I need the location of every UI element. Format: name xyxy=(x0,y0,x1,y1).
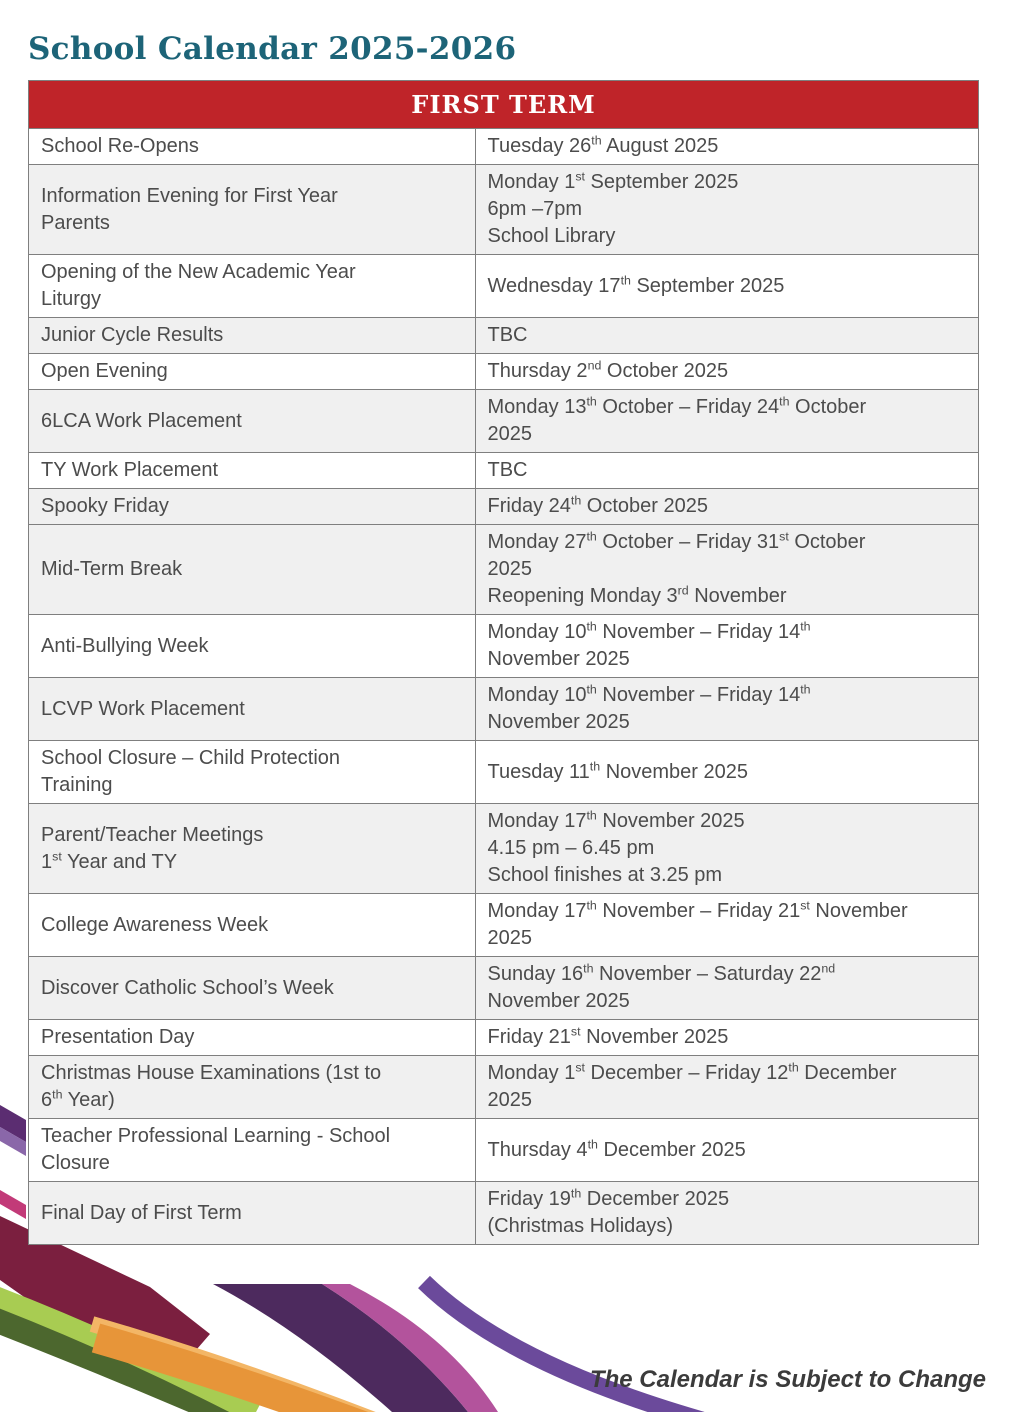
event-cell: Christmas House Examinations (1st to 6th Year) xyxy=(29,1056,476,1119)
event-cell: Anti-Bullying Week xyxy=(29,615,476,678)
table-row xyxy=(29,1119,979,1182)
date-cell: Tuesday 26th August 2025 xyxy=(475,129,979,165)
table-row xyxy=(29,1020,979,1056)
date-cell: TBC xyxy=(475,318,979,354)
date-cell: Sunday 16th November – Saturday 22nd November 2025 xyxy=(475,957,979,1020)
term-header: FIRST TERM xyxy=(29,81,979,129)
date-cell: Wednesday 17th September 2025 xyxy=(475,255,979,318)
table-row xyxy=(29,804,979,894)
date-cell: Friday 19th December 2025 (Christmas Holidays) xyxy=(475,1182,979,1245)
date-cell: Monday 27th October – Friday 31st October 2025 Reopening Monday 3rd November xyxy=(475,525,979,615)
event-cell: Spooky Friday xyxy=(29,489,476,525)
table-row xyxy=(29,255,979,318)
table-row xyxy=(29,165,979,255)
table-row xyxy=(29,615,979,678)
date-cell: Thursday 2nd October 2025 xyxy=(475,354,979,390)
table-row xyxy=(29,318,979,354)
event-cell: Information Evening for First Year Parents xyxy=(29,165,476,255)
event-cell: 6LCA Work Placement xyxy=(29,390,476,453)
event-cell: Mid-Term Break xyxy=(29,525,476,615)
event-cell: Presentation Day xyxy=(29,1020,476,1056)
table-row xyxy=(29,390,979,453)
table-row xyxy=(29,741,979,804)
footer-disclaimer: The Calendar is Subject to Change xyxy=(589,1366,986,1393)
event-cell: School Closure – Child Protection Training xyxy=(29,741,476,804)
page-title: School Calendar 2025-2026 xyxy=(28,30,517,67)
date-cell: Monday 1st December – Friday 12th December 2025 xyxy=(475,1056,979,1119)
date-cell: Monday 17th November 2025 4.15 pm – 6.45 pm School finishes at 3.25 pm xyxy=(475,804,979,894)
date-cell: Monday 10th November – Friday 14th November 2025 xyxy=(475,678,979,741)
first-term-table xyxy=(28,80,979,1245)
event-cell: School Re-Opens xyxy=(29,129,476,165)
date-cell: Thursday 4th December 2025 xyxy=(475,1119,979,1182)
table-row xyxy=(29,453,979,489)
event-cell: Teacher Professional Learning - School Closure xyxy=(29,1119,476,1182)
table-row xyxy=(29,489,979,525)
date-cell: Tuesday 11th November 2025 xyxy=(475,741,979,804)
date-cell: Monday 13th October – Friday 24th October 2025 xyxy=(475,390,979,453)
event-cell: TY Work Placement xyxy=(29,453,476,489)
pink-ribbon-sliver xyxy=(0,1190,26,1219)
date-cell: Monday 1st September 2025 6pm –7pm School Library xyxy=(475,165,979,255)
date-cell: Monday 17th November – Friday 21st November 2025 xyxy=(475,894,979,957)
table-row xyxy=(29,354,979,390)
date-cell: Friday 24th October 2025 xyxy=(475,489,979,525)
event-cell: College Awareness Week xyxy=(29,894,476,957)
table-row xyxy=(29,1056,979,1119)
event-cell: Junior Cycle Results xyxy=(29,318,476,354)
event-cell: Final Day of First Term xyxy=(29,1182,476,1245)
table-row xyxy=(29,129,979,165)
event-cell: Discover Catholic School’s Week xyxy=(29,957,476,1020)
table-row xyxy=(29,957,979,1020)
table-row xyxy=(29,678,979,741)
date-cell: Monday 10th November – Friday 14th November 2025 xyxy=(475,615,979,678)
table-header-row xyxy=(29,81,979,129)
table-row xyxy=(29,894,979,957)
table-row xyxy=(29,525,979,615)
event-cell: Opening of the New Academic Year Liturgy xyxy=(29,255,476,318)
event-cell: LCVP Work Placement xyxy=(29,678,476,741)
event-cell: Open Evening xyxy=(29,354,476,390)
date-cell: Friday 21st November 2025 xyxy=(475,1020,979,1056)
date-cell: TBC xyxy=(475,453,979,489)
event-cell: Parent/Teacher Meetings 1st Year and TY xyxy=(29,804,476,894)
table-row xyxy=(29,1182,979,1245)
